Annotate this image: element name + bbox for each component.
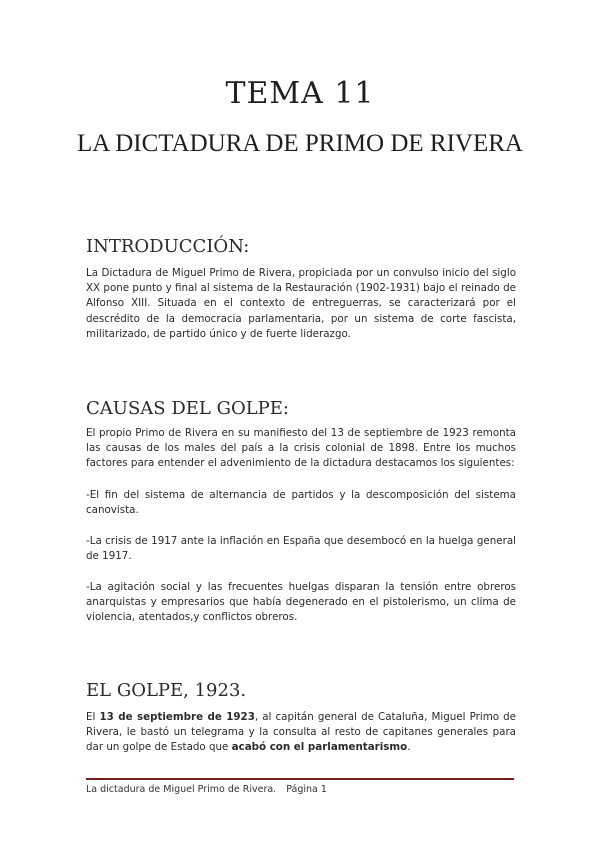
heading-causas: CAUSAS DEL GOLPE: <box>86 398 289 419</box>
causas-paragraph: El propio Primo de Rivera en su manifiesto del 13 de septiembre de 1923 remonta las causas de los males del país a la crisis colonial de 1898. Entre los muchos factores para entender el advenimiento de la dictadura destacamos los siguientes: <box>86 427 516 470</box>
topic-number: TEMA 11 <box>225 76 375 111</box>
footer <box>86 784 337 795</box>
golpe-paragraph <box>86 710 516 756</box>
heading-introduccion: INTRODUCCIÓN: <box>86 236 250 257</box>
golpe-text-2: , al capitán general de Cataluña, Miguel Primo de Rivera, le bastó un telegrama y la consulta al resto de capitanes generales para dar un golpe de Estado que <box>86 711 516 754</box>
causa-item-2: -La crisis de 1917 ante la inflación en España que desembocó en la huelga general de 1917. <box>86 535 516 563</box>
golpe-bold-phrase: acabó con el parlamentarismo <box>231 741 408 754</box>
golpe-date-bold: 13 de septiembre de 1923 <box>99 711 255 723</box>
golpe-text-3: . <box>407 741 411 754</box>
footer-page-number: Página 1 <box>286 784 327 795</box>
document-title: LA DICTADURA DE PRIMO DE RIVERA <box>77 130 523 157</box>
intro-paragraph: La Dictadura de Miguel Primo de Rivera, propiciada por un convulso inicio del siglo XX pone punto y final al sistema de la Restauración (1902-1931) bajo el reinado de Alfonso XIII. Situada en el contexto de entreguerras, se caracterizará por el descrédito de la democracia parlamentaria, por un sistema de corte fascista, militarizado, de partido único y de fuerte liderazgo. <box>86 267 516 340</box>
heading-golpe: EL GOLPE, 1923. <box>86 680 247 701</box>
golpe-text-1: El <box>86 711 100 723</box>
causa-item-1: -El fin del sistema de alternancia de partidos y la descomposición del sistema canovista. <box>86 489 516 517</box>
footer-rule <box>86 778 514 780</box>
causa-item-3: -La agitación social y las frecuentes huelgas disparan la tensión entre obreros anarquistas y empresarios que había degenerado en el pistolerismo, un clima de violencia, atentados,y conflictos obreros. <box>86 581 516 624</box>
footer-document-name: La dictadura de Miguel Primo de Rivera. <box>86 784 277 795</box>
